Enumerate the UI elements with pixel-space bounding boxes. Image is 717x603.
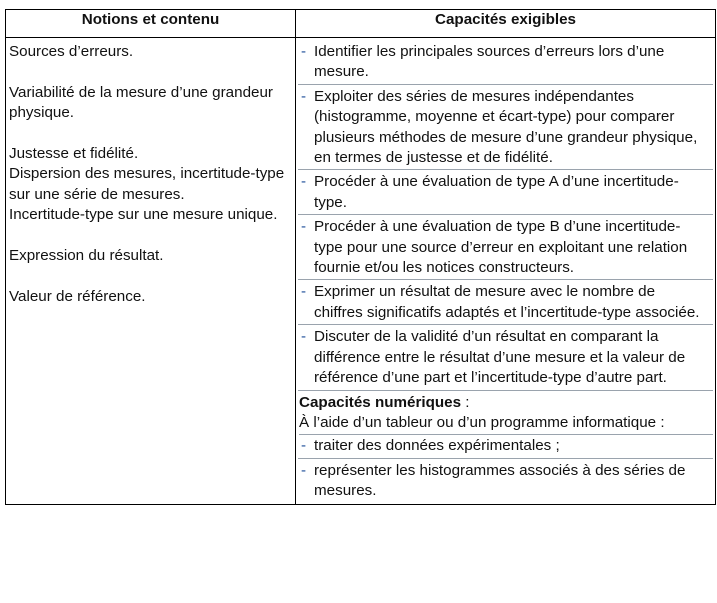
header-capacites: Capacités exigibles [296, 10, 716, 38]
capacite-item [298, 42, 713, 85]
dash-bullet: - [301, 437, 307, 455]
notion-item: Dispersion des mesures, incertitude-type sur une série de mesures. [9, 165, 285, 203]
dash-bullet: - [301, 283, 307, 301]
capacite-item [298, 87, 713, 171]
notions-cell [6, 38, 296, 505]
numeriques-list [298, 436, 713, 503]
numerique-text: traiter des données expérimentales ; [314, 437, 560, 455]
capacite-text: Discuter de la validité d’un résultat en comparant la différence entre le résultat d’une mesure et la valeur de référence d’une part et l’incertitude-type d’autre part. [314, 328, 686, 387]
dash-bullet: - [301, 173, 307, 191]
numeriques-title: Capacités numériques [299, 393, 462, 411]
notion-item: Valeur de référence. [9, 287, 146, 305]
content-row [6, 38, 716, 505]
dash-bullet: - [301, 218, 307, 236]
notion-item: Variabilité de la mesure d’une grandeur physique. [9, 83, 273, 122]
numerique-item [298, 461, 713, 504]
dash-bullet: - [301, 43, 307, 60]
notion-item: Expression du résultat. [9, 247, 164, 265]
dash-bullet: - [301, 87, 307, 105]
header-notions: Notions et contenu [6, 10, 296, 38]
numeriques-intro: À l’aide d’un tableur ou d’un programme informatique : [299, 413, 713, 435]
numeriques-heading [299, 393, 713, 413]
capacite-item [298, 217, 713, 280]
capacite-item [298, 327, 713, 390]
capacite-text: Exprimer un résultat de mesure avec le nombre de chiffres significatifs adaptés et l’incertitude-type associée. [314, 283, 700, 321]
notion-item: Incertitude-type sur une mesure unique. [9, 206, 278, 224]
header-row [6, 10, 716, 38]
dash-bullet: - [301, 328, 307, 346]
capacites-cell [296, 38, 716, 505]
notion-item: Justesse et fidélité. [9, 145, 139, 162]
program-table [5, 9, 716, 505]
capacite-text: Identifier les principales sources d’erreurs lors d’une mesure. [314, 43, 665, 81]
numeriques-colon: : [461, 393, 470, 411]
capacites-list [298, 42, 713, 391]
capacite-text: Procéder à une évaluation de type A d’une incertitude-type. [314, 173, 679, 211]
capacite-text: Procéder à une évaluation de type B d’une incertitude-type pour une source d’erreur en exploitant une relation fournie et/ou les notices constructeurs. [314, 218, 688, 277]
capacite-item [298, 172, 713, 215]
capacite-text: Exploiter des séries de mesures indépendantes (histogramme, moyenne et écart-type) pour comparer plusieurs méthodes de mesure d’une grandeur physique, en termes de justesse et de fidélité. [314, 87, 698, 167]
numerique-item [298, 436, 713, 458]
notion-item: Sources d’erreurs. [9, 43, 134, 60]
dash-bullet: - [301, 461, 307, 479]
capacite-item [298, 282, 713, 325]
numerique-text: représenter les histogrammes associés à des séries de mesures. [314, 461, 686, 500]
